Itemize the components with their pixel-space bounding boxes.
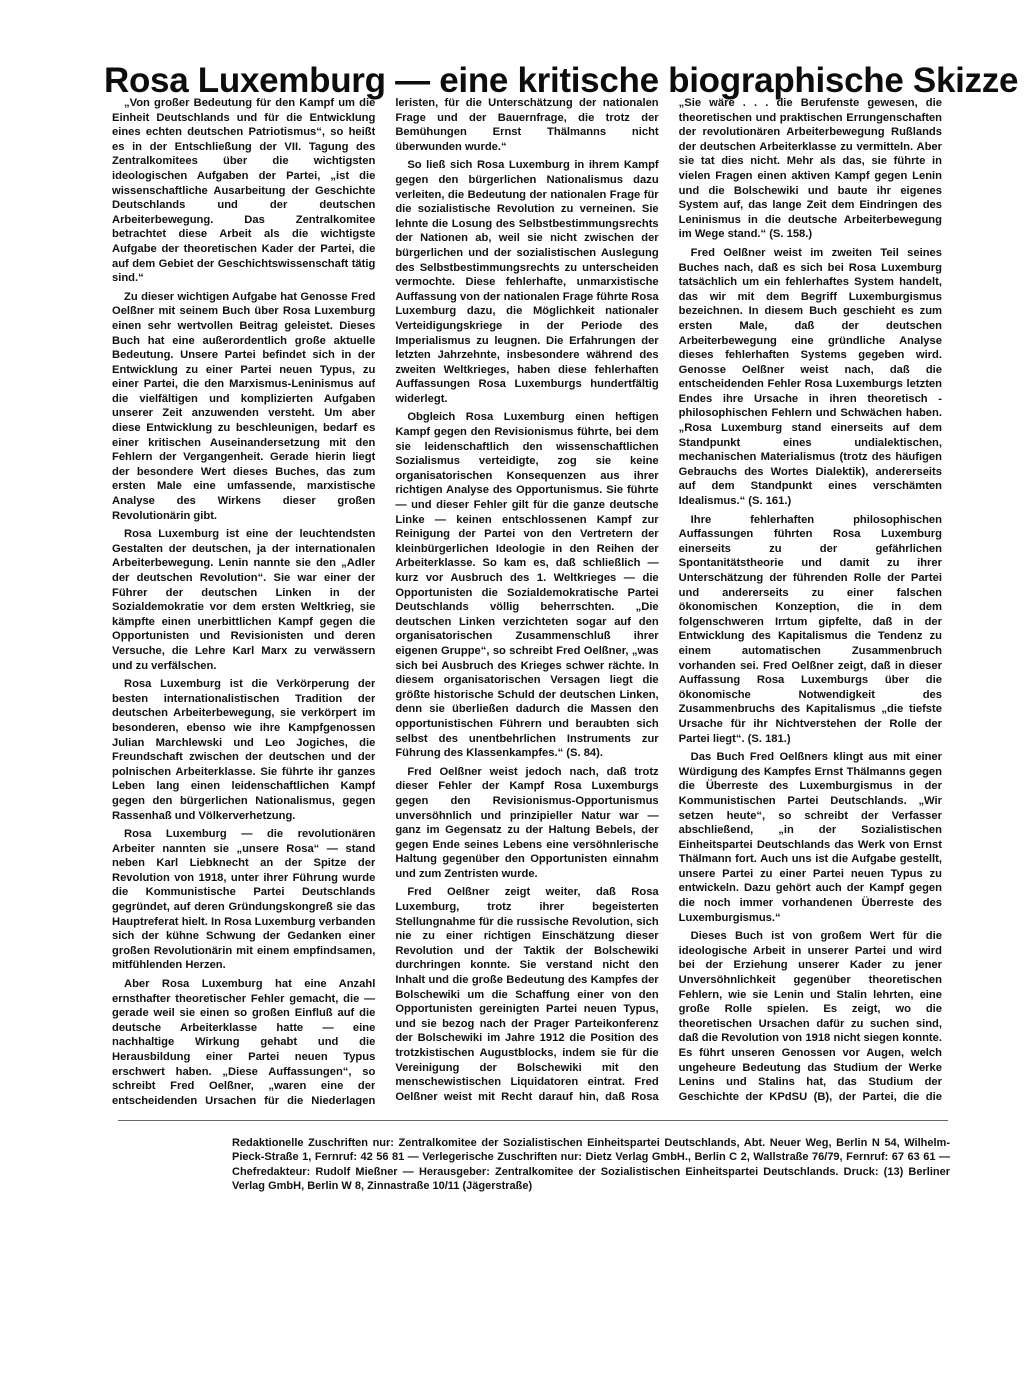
paragraph: Dieses Buch ist von großem Wert für die ideologische Arbeit in unserer Partei und wird bei der Erziehung unserer Kader zu jener Unversöhnlichkeit gegenüber theoretischen Fehlern, wie sie Lenin und Stalin lehrten, eine große Rolle spielen. Es zeigt, wo die theoretischen Ursachen dafür zu suchen sind, daß die Revolution von 1918 nicht siegen konnte. Es führt unseren Genossen vor Augen, welch ungeheure Bedeutung das Studium der Werke Lenins und Stalins hat, das Studium der Geschichte der KPdSU (B), der Partei, die die <box>678 930 942 1103</box>
footer-divider <box>118 1120 948 1121</box>
article-body <box>112 96 942 1106</box>
paragraph: „Sie wäre . . . die Berufenste gewesen, die theoretischen und praktischen Errungenschaften der revolutionären Arbeiterbewegung Rußlands der deutschen Arbeiterklasse zu vermitteln. Aber sie tat dies nicht. Mehr als das, sie führte in vielen Fragen einen aktiven Kampf gegen Lenin und die Bolschewiki und baute ihr eigenes System auf, das lange Zeit dem Eindringen des Leninismus in die deutsche Arbeiterbewegung im Wege stand.“ (S. 158.) <box>678 97 942 241</box>
column-2 <box>395 96 658 1106</box>
paragraph: Fred Oelßner weist im zweiten Teil seines Buches nach, daß es sich bei Rosa Luxemburg tatsächlich um ein fehlerhaftes System handelt, das wir mit dem Begriff Luxemburgismus bezeichnen. In diesem Buch geschieht es zum ersten Male, daß der deutschen Arbeiterbewegung eine gründliche Analyse dieses fehlerhaften Systems gegeben wird. Genosse Oelßner weist nach, daß die entscheidenden Fehler Rosa Luxemburgs letzten Endes ihre Ursache in ihren theoretisch - philosophischen Fehlern und Schwächen haben. „Rosa Luxemburg stand einerseits auf dem Standpunkt eines undialektischen, mechanischen Materialismus (trotz des häufigen Gebrauchs des Wortes Dialektik), andererseits auf dem Standpunkt eines verschämten Idealismus.“ (S. 161.) <box>678 246 942 508</box>
paragraph: Zu dieser wichtigen Aufgabe hat Genosse Fred Oelßner mit seinem Buch über Rosa Luxemburg einen sehr wertvollen Beitrag geleistet. Dieses Buch hat eine außerordentlich große aktuelle Bedeutung. Unsere Partei befindet sich in der Entwicklung zu einer Partei neuen Typus, zu einer Partei, die den Marxismus-Leninismus auf die vielfältigen und komplizierten Aufgaben unserer Zeit anzuwenden versteht. Um aber diese Entwicklung zu beschleunigen, bedarf es einer kritischen Auseinandersetzung mit den Fehlern der Vergangenheit. Gerade hierin liegt der besondere Wert dieses Buches, das zum ersten Male eine umfassende, marxistische Analyse des Wirkens dieser großen Revolutionärin gibt. <box>112 290 376 522</box>
paragraph: leristen, für die Unterschätzung der nationalen Frage und der Bauernfrage, die trotz der Bemühungen Ernst Thälmanns nicht überwunden wurde.“ <box>395 97 659 153</box>
paragraph: Fred Oelßner zeigt weiter, daß Rosa Luxemburg, trotz ihrer begeisterten Stellungnahme für die russische Revolution, sich nie zu einer richtigen Einschätzung dieser Revolution und der Taktik der Bolschewiki durchringen konnte. Sie verstand nicht den Inhalt und die große Bedeutung des Kampfes der Bolschewiki um die Schaffung einer von den Opportunisten gereinigten Partei neuen Typus, und sie bezog nach der Prager Parteikonferenz der Bolschewiki im Jahre 1912 die Position des trotzkistischen Augustblocks, indem sie für die Vereinigung der Bolschewiki mit den menschewistischen Liquidatoren eintrat. Fred Oelßner weist mit Recht darauf hin, daß Rosa <box>395 886 659 1103</box>
paragraph: Obgleich Rosa Luxemburg einen heftigen Kampf gegen den Revisionismus führte, bei dem sie leidenschaftlich den wissenschaftlichen Sozialismus verteidigte, zog sie keine organisatorischen Konsequenzen aus ihrer richtigen Analyse des Opportunismus. Sie führte — und dieser Fehler gilt für die ganze deutsche Linke — keinen entschlossenen Kampf zur Reinigung der Partei von den Vertretern der kleinbürgerlichen Ideologie in den Reihen der Arbeiterklasse. So kam es, daß schließlich — kurz vor Ausbruch des 1. Weltkrieges — die Opportunisten die Sozialdemokratische Partei Deutschlands völlig beherrschten. „Die deutschen Linken verzichteten sogar auf den organisatorischen Zusammenschluß ihrer eigenen Gruppe“, so schreibt Fred Oelßner, „was sich bei Ausbruch des Krieges schwer rächte. In diesem organisatorischen Versagen liegt die größte historische Schuld der deutschen Linken, denn sie überließen dadurch die Massen den opportunistischen Führern und beraubten sich selbst des unentbehrlichen Instruments zur Führung des Klassenkampfes.“ (S. 84). <box>395 411 659 760</box>
paragraph: Rosa Luxemburg ist die Verkörperung der besten internationalistischen Tradition der deutschen Arbeiterbewegung, sie verkörpert im besonderen, ebenso wie ihre Kampfgenossen Julian Marchlewski und Leo Jogiches, die Freundschaft zwischen der deutschen und der polnischen Arbeiterklasse. Sie führte ihr ganzes Leben lang einen leidenschaftlichen Kampf gegen den bürgerlichen Nationalismus, gegen Rassenhaß und Völkerverhetzung. <box>112 678 376 822</box>
paragraph: Rosa Luxemburg ist eine der leuchtendsten Gestalten der deutschen, ja der internationalen Arbeiterbewegung. Lenin nannte sie den „Adler der deutschen Revolution“. Sie war einer der Führer der deutschen Linken in der Sozialdemokratie vor dem ersten Weltkrieg, sie kämpfte einen unerbittlichen Kampf gegen die Opportunisten und Revisionisten und deren Versuche, die Lehre Karl Marx zu verwässern und zu verfälschen. <box>112 528 376 672</box>
paragraph: „Von großer Bedeutung für den Kampf um die Einheit Deutschlands und für die Entwicklung eines echten deutschen Patriotismus“, so heißt es in der Entschließung der VII. Tagung des Zentralkomitees über die wichtigsten ideologischen Aufgaben der Partei, „ist die wissenschaftliche Ausarbeitung der Geschichte Deutschlands und der deutschen Arbeiterbewegung. Das Zentralkomitee betrachtet diese Arbeit als die wichtigste Aufgabe der theoretischen Kader der Partei, die auf dem Gebiet der Geschichtswissenschaft tätig sind.“ <box>112 97 376 285</box>
paragraph: Rosa Luxemburg — die revolutionären Arbeiter nannten sie „unsere Rosa“ — stand neben Karl Liebknecht an der Spitze der Revolution von 1918, unter ihrer Führung wurde die Kommunistische Partei Deutschlands gegründet, auf deren Gründungskongreß sie das Hauptreferat hielt. In Rosa Luxemburg verbanden sich der kühne Schwung der Gedanken einer großen Revolutionärin mit einem empfindsamen, mitfühlenden Herzen. <box>112 828 376 972</box>
column-1 <box>112 96 375 1106</box>
article-title: Rosa Luxemburg — eine kritische biographische Skizze <box>104 61 1019 101</box>
publisher-imprint: Redaktionelle Zuschriften nur: Zentralkomitee der Sozialistischen Einheitspartei Deutschlands, Abt. Neuer Weg, Berlin N 54, Wilhelm-Pieck-Straße 1, Fernruf: 42 56 81 — Verlegerische Zuschriften nur: Dietz Verlag GmbH., Berlin C 2, Wallstraße 76/79, Fernruf: 67 63 61 — Chefredakteur: Rudolf Mießner — Herausgeber: Zentralkomitee der Sozialistischen Einheitspartei Deutschlands. Druck: (13) Berliner Verlag GmbH, Berlin W 8, Zinnastraße 10/11 (Jägerstraße) <box>232 1137 950 1193</box>
paragraph: Fred Oelßner weist jedoch nach, daß trotz dieser Fehler der Kampf Rosa Luxemburgs gegen den Revisionismus-Opportunismus unversöhnlich und prinzipieller Natur war — ganz im Gegensatz zu der Haltung Bebels, der gegen Ende seines Lebens eine versöhnlerische Haltung gegenüber den Opportunisten einnahm und zum Zentristen wurde. <box>395 765 659 880</box>
paragraph: Ihre fehlerhaften philosophischen Auffassungen führten Rosa Luxemburg einerseits zu der gefährlichen Spontanitätstheorie und damit zu ihrer Unterschätzung der führenden Rolle der Partei und andererseits zu einer falschen ökonomischen Konzeption, die in dem folgenschweren Irrtum gipfelte, daß in der Entwicklung des Kapitalismus die Tendenz zu einem automatischen Zusammenbruch vorhanden sei. Fred Oelßner zeigt, daß in dieser Auffassung Rosa Luxemburgs über die ökonomische Notwendigkeit des Zusammenbruchs des Kapitalismus „die tiefste Ursache für ihr Nichtverstehen der Rolle der Partei liegt“. (S. 181.) <box>678 513 942 745</box>
paragraph: Aber Rosa Luxemburg hat eine Anzahl ernsthafter theoretischer Fehler gemacht, die — gerade weil sie einen so großen Einfluß auf die deutsche Arbeiterklasse hatte — eine nachhaltige Wirkung gehabt und die Herausbildung einer Partei neuen Typus erschwert haben. „Diese Auffassungen“, so schreibt Fred Oelßner, „waren eine der entscheidenden Ursachen für die Niederlagen <box>112 978 376 1106</box>
column-3 <box>679 96 942 1106</box>
paragraph: Das Buch Fred Oelßners klingt aus mit einer Würdigung des Kampfes Ernst Thälmanns gegen die Überreste des Luxemburgismus in der Kommunistischen Partei Deutschlands. „Wir setzen heute“, so schreibt der Verfasser abschließend, „in der Sozialistischen Einheitspartei Deutschlands das Werk von Ernst Thälmann fort. Auch uns ist die Aufgabe gestellt, unsere Partei zu einer Partei neuen Typus zu entwickeln. Dazu gehört auch der Kampf gegen die noch immer vorhandenen Überreste des Luxemburgismus.“ <box>678 751 942 924</box>
paragraph: So ließ sich Rosa Luxemburg in ihrem Kampf gegen den bürgerlichen Nationalismus dazu verleiten, die Bedeutung der nationalen Frage für die sozialistische Revolution zu verneinen. Sie lehnte die Losung des Selbstbestimmungsrechts der Nationen ab, weil sie nicht zwischen der bürgerlichen und der sozialistischen Auslegung des Selbstbestimmungsrechts zu unterscheiden vermochte. Diese fehlerhafte, unmarxistische Auffassung von der nationalen Frage führte Rosa Luxemburg dazu, die Möglichkeit nationaler Verteidigungskriege in der Periode des Imperialismus zu leugnen. Die Erfahrungen der letzten Jahrzehnte, insbesondere während des zweiten Weltkrieges, haben diese fehlerhaften Auffassungen Rosa Luxemburgs hundertfältig widerlegt. <box>395 159 659 405</box>
